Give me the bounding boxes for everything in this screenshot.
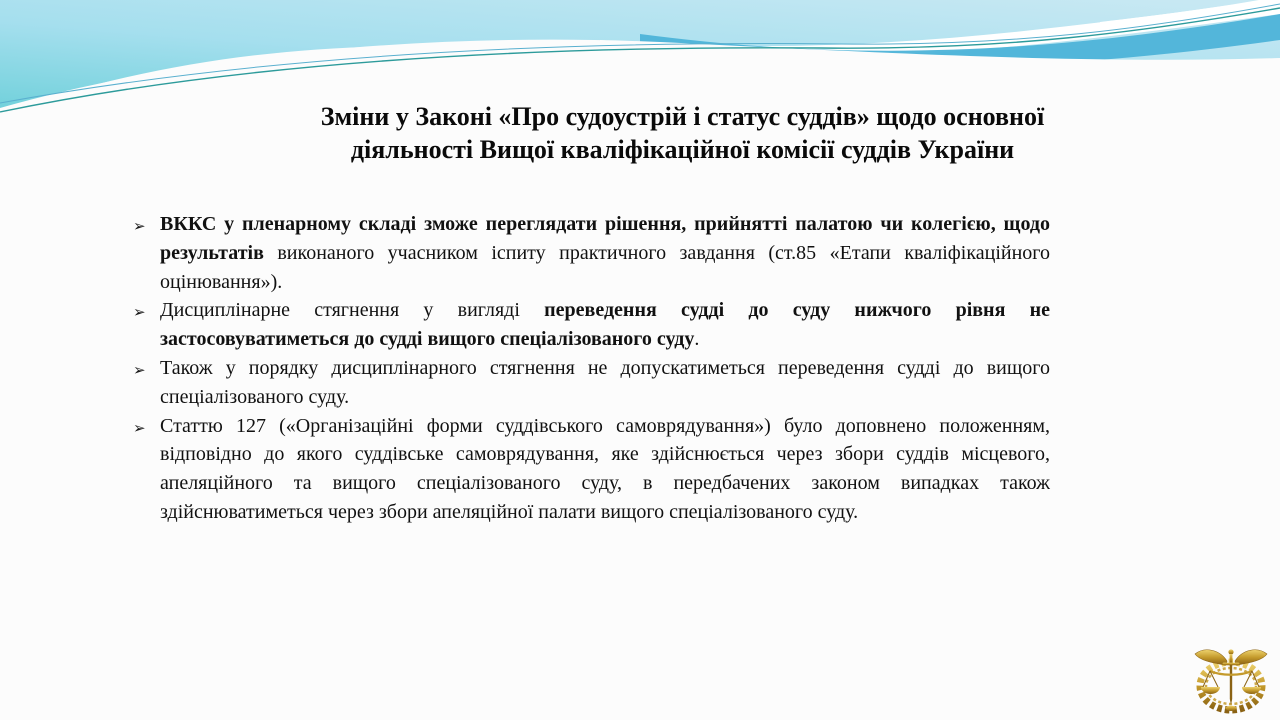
bullet-text: Дисциплінарне стягнення у вигляді: [160, 299, 545, 322]
sword-grip: [1230, 654, 1233, 663]
slide-title-line-1: Зміни у Законі «Про судоустрій і статус суддів» щодо основної: [320, 102, 1045, 131]
arrow-bullet-icon: ➢: [133, 217, 146, 235]
bullet-text-bold: ВККС у пленарному складі зможе переглядати рішення, прийнятті палатою чи колегією, щодо результатів: [160, 213, 1050, 264]
bullet-text: виконаного учасником іспиту практичного завдання (ст.85 «Етапи кваліфікаційного оцінювання»).: [160, 241, 1050, 293]
bullet-item: [133, 210, 1050, 296]
bullet-item: [133, 296, 1050, 354]
bullet-text-bold: переведення судді до суду нижчого рівня не застосовуватиметься до судді вищого спеціалізованого суду: [160, 299, 1051, 351]
scales-sword-wreath-emblem-icon: [1191, 644, 1271, 714]
sword-pommel: [1228, 649, 1233, 654]
arrow-bullet-icon: ➢: [133, 418, 146, 437]
sword-blade: [1230, 665, 1232, 699]
bullet-text: Статтю 127 («Організаційні форми суддівського самоврядування») було доповнено положенням, відповідно до якого суддівське самоврядування, яке здійснюється через збори суддів місцевого, апеляційного та вищого спеціалізованого суду, в передбачених законом випадках також здійснюватиметься через збори апеляційної палати вищого спеціалізованого суду.: [160, 414, 1050, 523]
left-wing: [1195, 650, 1227, 665]
bullet-item: [133, 354, 1050, 412]
slide-title: [160, 100, 1205, 166]
bullet-list: [133, 210, 1050, 527]
bullet-text: Також у порядку дисциплінарного стягнення не допускатиметься переведення судді до вищого спеціалізованого суду.: [160, 356, 1050, 408]
sword-guard: [1223, 663, 1240, 666]
arrow-bullet-icon: ➢: [133, 360, 146, 379]
slide-title-line-2: діяльності Вищої кваліфікаційної комісії суддів України: [350, 135, 1015, 164]
bullet-text: .: [694, 328, 700, 351]
bullet-item: [133, 412, 1050, 527]
right-wing: [1235, 650, 1267, 665]
arrow-bullet-icon: ➢: [133, 303, 146, 322]
